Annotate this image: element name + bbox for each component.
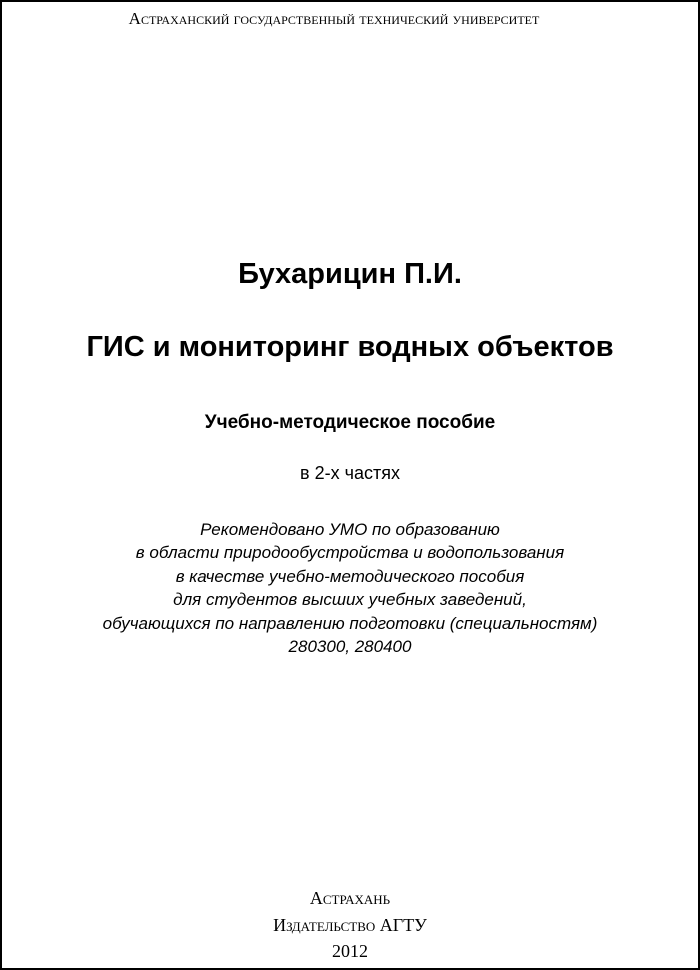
publication-city: Астрахань	[309, 888, 391, 908]
recommendation-block	[2, 518, 698, 658]
recommendation-line: в области природообустройства и водопользования	[135, 543, 565, 563]
recommendation-line: обучающихся по направлению подготовки (специальностям)	[102, 613, 598, 633]
university-name: Астраханский государственный технический университет	[128, 9, 540, 28]
author-name: Бухарицин П.И.	[238, 258, 462, 290]
document-subtitle: Учебно-методическое пособие	[204, 412, 496, 433]
recommendation-line: 280300, 280400	[288, 637, 412, 657]
recommendation-line: в качестве учебно-методического пособия	[175, 566, 525, 586]
recommendation-line: для студентов высших учебных заведений,	[173, 590, 527, 610]
recommendation-line: Рекомендовано УМО по образованию	[200, 520, 500, 539]
publication-year: 2012	[332, 941, 368, 961]
parts-note: в 2-х частях	[300, 463, 400, 483]
publisher-name: Издательство АГТУ	[273, 915, 427, 935]
document-title: ГИС и мониторинг водных объектов	[86, 331, 614, 363]
